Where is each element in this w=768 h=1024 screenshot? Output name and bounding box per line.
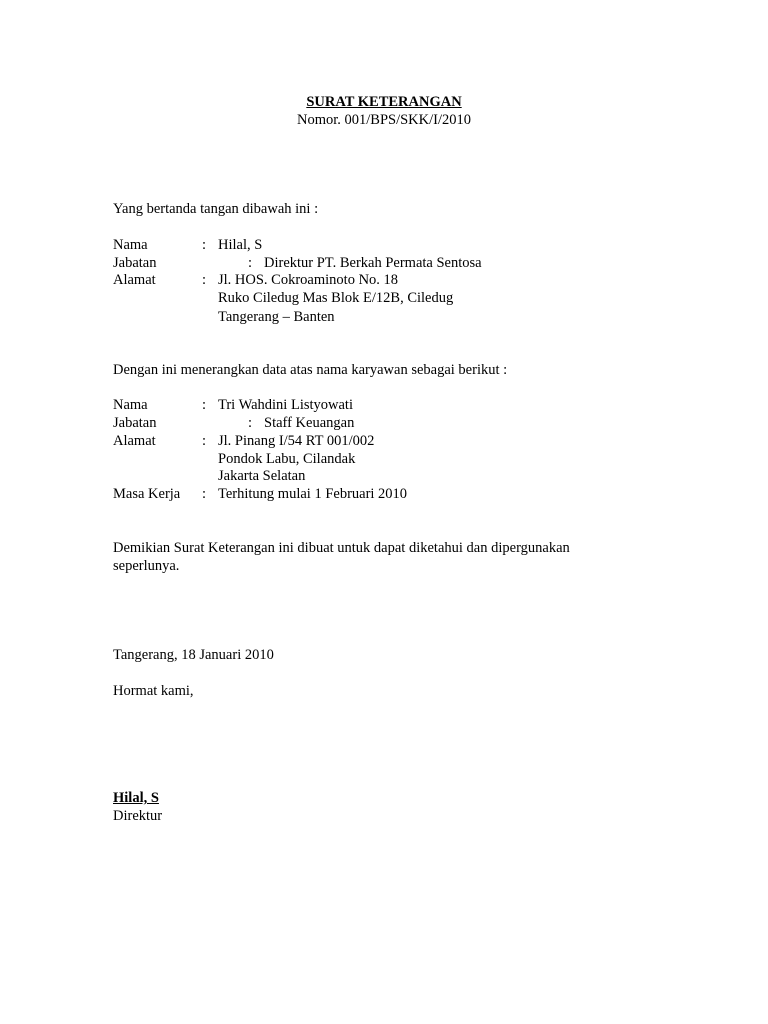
signer-alamat-colon: : bbox=[202, 272, 207, 288]
signature-position: Direktur bbox=[113, 808, 163, 824]
employee-jabatan-label: Jabatan bbox=[113, 415, 157, 431]
employee-alamat-line: Pondok Labu, Cilandak bbox=[218, 451, 356, 467]
closing-text-line1: Demikian Surat Keterangan ini dibuat untuk dapat diketahui dan dipergunakan bbox=[113, 540, 570, 556]
employee-alamat-line: Jl. Pinang I/54 RT 001/002 bbox=[218, 433, 375, 449]
employee-jabatan-value: Staff Keuangan bbox=[264, 415, 355, 431]
employee-jabatan-colon: : bbox=[248, 415, 253, 431]
employee-nama-value: Tri Wahdini Listyowati bbox=[218, 397, 353, 413]
signer-nama-label: Nama bbox=[113, 237, 148, 253]
signer-alamat-line: Jl. HOS. Cokroaminoto No. 18 bbox=[218, 272, 399, 288]
letter-number: Nomor. 001/BPS/SKK/I/2010 bbox=[296, 112, 472, 128]
employee-nama-label: Nama bbox=[113, 397, 148, 413]
signature-name: Hilal, S bbox=[113, 790, 159, 806]
employee-nama-colon: : bbox=[202, 397, 207, 413]
closing-text-line2: seperlunya. bbox=[113, 558, 180, 574]
signer-jabatan-colon: : bbox=[248, 255, 253, 271]
employee-alamat-label: Alamat bbox=[113, 433, 156, 449]
employee-alamat-colon: : bbox=[202, 433, 207, 449]
employee-masa-label: Masa Kerja bbox=[113, 486, 181, 502]
signer-nama-value: Hilal, S bbox=[218, 237, 263, 253]
employee-alamat-line: Jakarta Selatan bbox=[218, 468, 306, 484]
statement-text: Dengan ini menerangkan data atas nama karyawan sebagai berikut : bbox=[113, 362, 508, 378]
signer-nama-colon: : bbox=[202, 237, 207, 253]
signer-jabatan-value: Direktur PT. Berkah Permata Sentosa bbox=[264, 255, 482, 271]
place-date: Tangerang, 18 Januari 2010 bbox=[113, 647, 274, 663]
signer-alamat-label: Alamat bbox=[113, 272, 156, 288]
employee-masa-colon: : bbox=[202, 486, 207, 502]
regards-text: Hormat kami, bbox=[113, 683, 194, 699]
letter-title: SURAT KETERANGAN bbox=[306, 94, 462, 110]
signer-jabatan-label: Jabatan bbox=[113, 255, 157, 271]
employee-masa-value: Terhitung mulai 1 Februari 2010 bbox=[218, 486, 408, 502]
signer-alamat-line: Tangerang – Banten bbox=[218, 309, 335, 325]
signer-alamat-line: Ruko Ciledug Mas Blok E/12B, Ciledug bbox=[218, 290, 454, 306]
intro-text: Yang bertanda tangan dibawah ini : bbox=[113, 201, 319, 217]
